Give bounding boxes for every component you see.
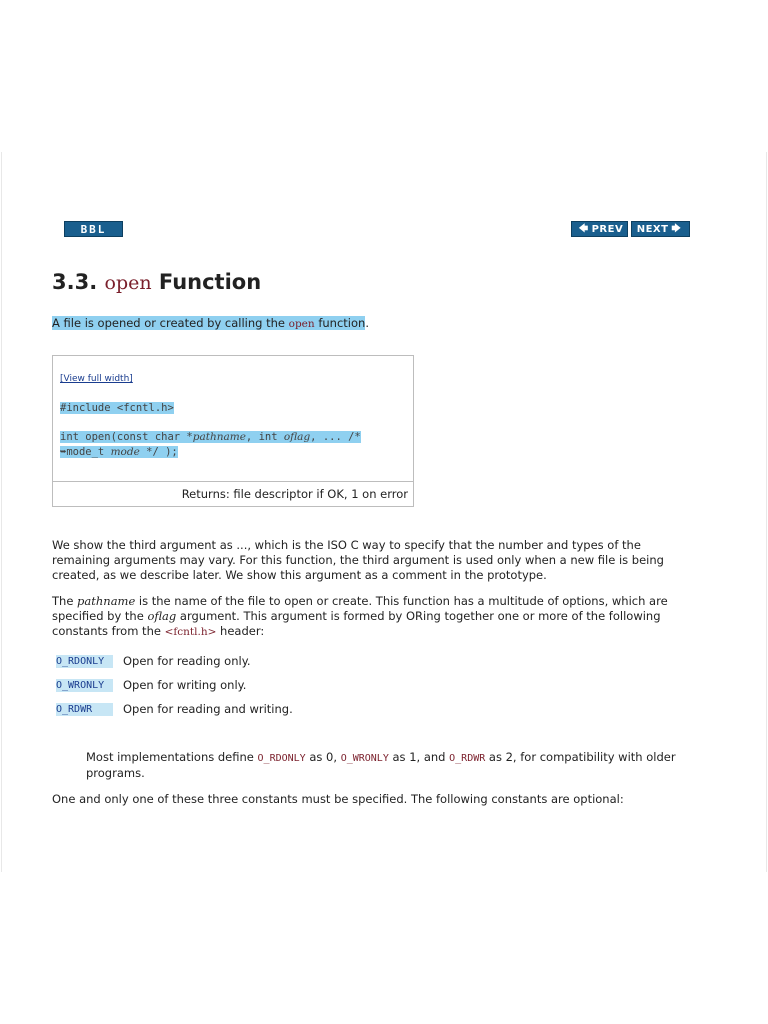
note-g: as 2, for compatibility with older programs.: [86, 750, 676, 780]
constant-desc: Open for reading only.: [123, 654, 251, 668]
next-button[interactable]: [631, 221, 690, 237]
proto-oflag: oflag: [283, 431, 311, 443]
constant-row: [56, 678, 246, 692]
note-e: as 1, and: [388, 750, 450, 764]
constant-name[interactable]: O_RDWR: [56, 703, 113, 716]
title-code: open: [104, 272, 152, 294]
constant-row: [56, 654, 251, 668]
proto-part-a: int open(const char *: [60, 431, 193, 443]
proto-pathname: pathname: [192, 431, 246, 443]
constant-desc: Open for reading and writing.: [123, 702, 293, 716]
constant-desc: Open for writing only.: [123, 678, 247, 692]
para2-pathname: pathname: [77, 594, 136, 608]
include-line: #include <fcntl.h>: [60, 402, 174, 414]
paragraph-third-argument: We show the third argument as ..., which is the ISO C way to specify that the number and types of the remaining arguments may vary. For this function, the third argument is used only when a new file is being created, as we describe later. We show this argument as a comment in the prototype.: [52, 538, 664, 582]
section-number: 3.3.: [52, 270, 98, 294]
paragraph-pathname: [52, 594, 692, 640]
proto-part-c: , int: [245, 431, 284, 443]
para2-a: The: [52, 594, 78, 608]
next-label: NEXT: [636, 223, 669, 235]
proto-part-e: , ... /*: [310, 431, 361, 443]
synopsis-box: [52, 355, 414, 507]
note-c: as 0,: [305, 750, 341, 764]
proto-mode: mode: [110, 446, 140, 458]
page-title: [52, 270, 261, 294]
prototype-line-1: [60, 431, 402, 443]
prototype-line-2: [60, 446, 178, 458]
right-arrow-icon: 🡆: [671, 224, 682, 234]
paragraph-optional-constants: One and only one of these three constants must be specified. The following constants are optional:: [52, 792, 624, 806]
para2-header: <fcntl.h>: [164, 626, 217, 638]
proto-part-h: */ );: [139, 446, 178, 458]
page-right-edge: [766, 152, 767, 872]
title-word: Function: [158, 270, 262, 294]
view-full-width-link[interactable]: [View full width]: [60, 374, 133, 384]
prev-button[interactable]: [571, 221, 628, 237]
box-divider: [53, 481, 413, 482]
intro-tail: .: [365, 316, 369, 330]
note-wronly: O_WRONLY: [340, 753, 389, 764]
prev-label: PREV: [591, 223, 624, 235]
note-a: Most implementations define: [86, 750, 258, 764]
intro-paragraph: [52, 316, 369, 330]
note-rdonly: O_RDONLY: [257, 753, 306, 764]
intro-text-after: function: [318, 316, 366, 330]
para2-e: argument. This argument is formed by ORing together one or more of the following constants from the: [52, 609, 661, 638]
wrap-arrow-icon: ➥: [60, 446, 67, 458]
proto-part-f: mode_t: [66, 446, 111, 458]
constant-name[interactable]: O_RDONLY: [56, 655, 113, 668]
constant-row: [56, 702, 293, 716]
intro-text-before: A file is opened or created by calling the: [52, 316, 285, 330]
para2-c: is the name of the file to open or create. This function has a multitude of options, which are specified by the: [52, 594, 668, 623]
returns-text: Returns: file descriptor if OK, 1 on error: [181, 487, 408, 501]
constant-name[interactable]: O_WRONLY: [56, 679, 113, 692]
page-left-edge: [1, 152, 2, 872]
left-arrow-icon: 🡄: [578, 224, 589, 234]
intro-code: open: [288, 318, 315, 330]
para2-g: header:: [216, 624, 265, 638]
note-paragraph: [86, 750, 686, 781]
home-button[interactable]: BBL: [64, 221, 123, 237]
para2-oflag: oflag: [147, 609, 177, 623]
note-rdwr: O_RDWR: [449, 753, 486, 764]
